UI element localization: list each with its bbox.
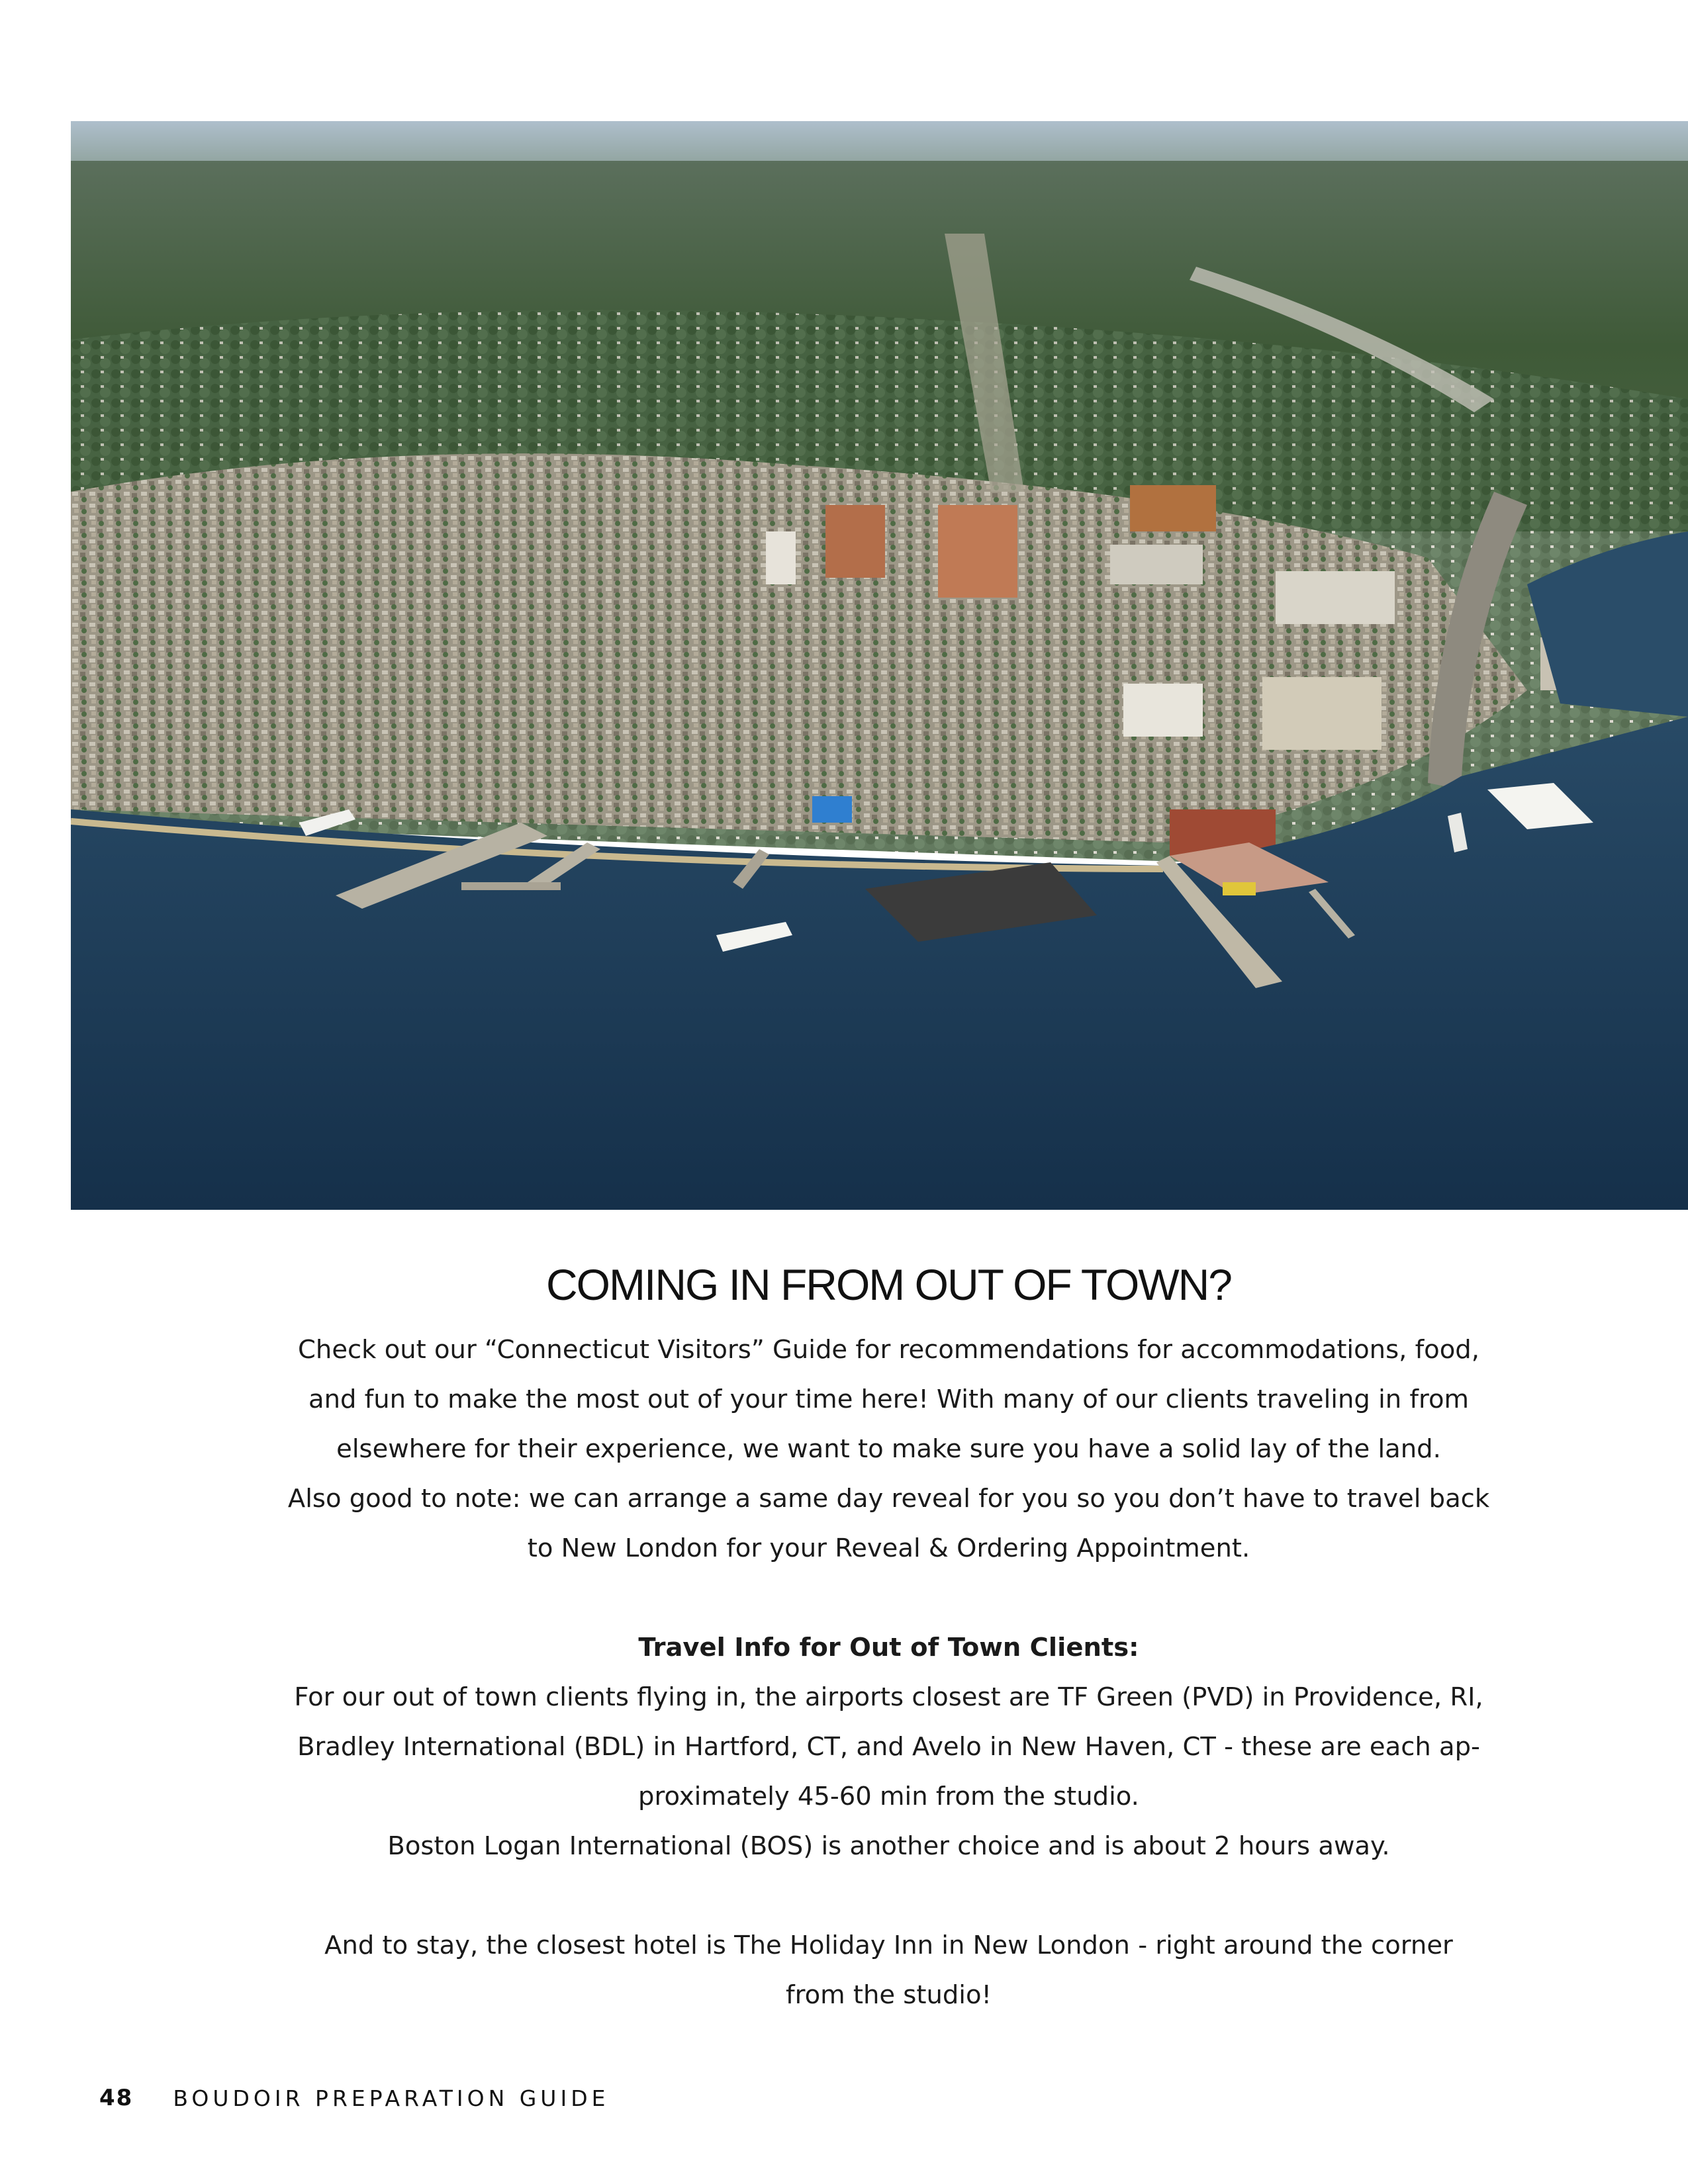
page-title: COMING IN FROM OUT OF TOWN? (546, 1260, 1231, 1309)
travel-info-paragraph (258, 1672, 1519, 1871)
hotel-paragraph (258, 1921, 1519, 2020)
page-footer (99, 2083, 609, 2113)
intro-paragraph (258, 1325, 1519, 1573)
hotel-line: from the studio! (786, 1980, 992, 2010)
travel-info-heading: Travel Info for Out of Town Clients: (638, 1633, 1139, 1662)
intro-line: Also good to note: we can arrange a same day reveal for you so you don’t have to travel back (287, 1484, 1490, 1514)
travel-line: For our out of town clients flying in, the airports closest are TF Green (PVD) in Providence, RI, (294, 1682, 1483, 1712)
page-number: 48 (99, 2085, 134, 2111)
intro-line: Check out our “Connecticut Visitors” Guide for recommendations for accommodations, food, (298, 1335, 1479, 1365)
intro-line: and fun to make the most out of your time here! With many of our clients traveling in from (308, 1385, 1470, 1414)
travel-line: Boston Logan International (BOS) is another choice and is about 2 hours away. (387, 1831, 1390, 1861)
guide-title: BOUDOIR PREPARATION GUIDE (173, 2085, 610, 2111)
intro-line: elsewhere for their experience, we want to make sure you have a solid lay of the land. (336, 1434, 1441, 1464)
intro-line: to New London for your Reveal & Ordering Appointment. (527, 1533, 1250, 1563)
aerial-city-photo (71, 121, 1688, 1210)
hotel-line: And to stay, the closest hotel is The Holiday Inn in New London - right around the corner (324, 1931, 1453, 1960)
travel-line: Bradley International (BDL) in Hartford, CT, and Avelo in New Haven, CT - these are each ap- (297, 1732, 1480, 1762)
travel-line: proximately 45-60 min from the studio. (638, 1782, 1139, 1811)
